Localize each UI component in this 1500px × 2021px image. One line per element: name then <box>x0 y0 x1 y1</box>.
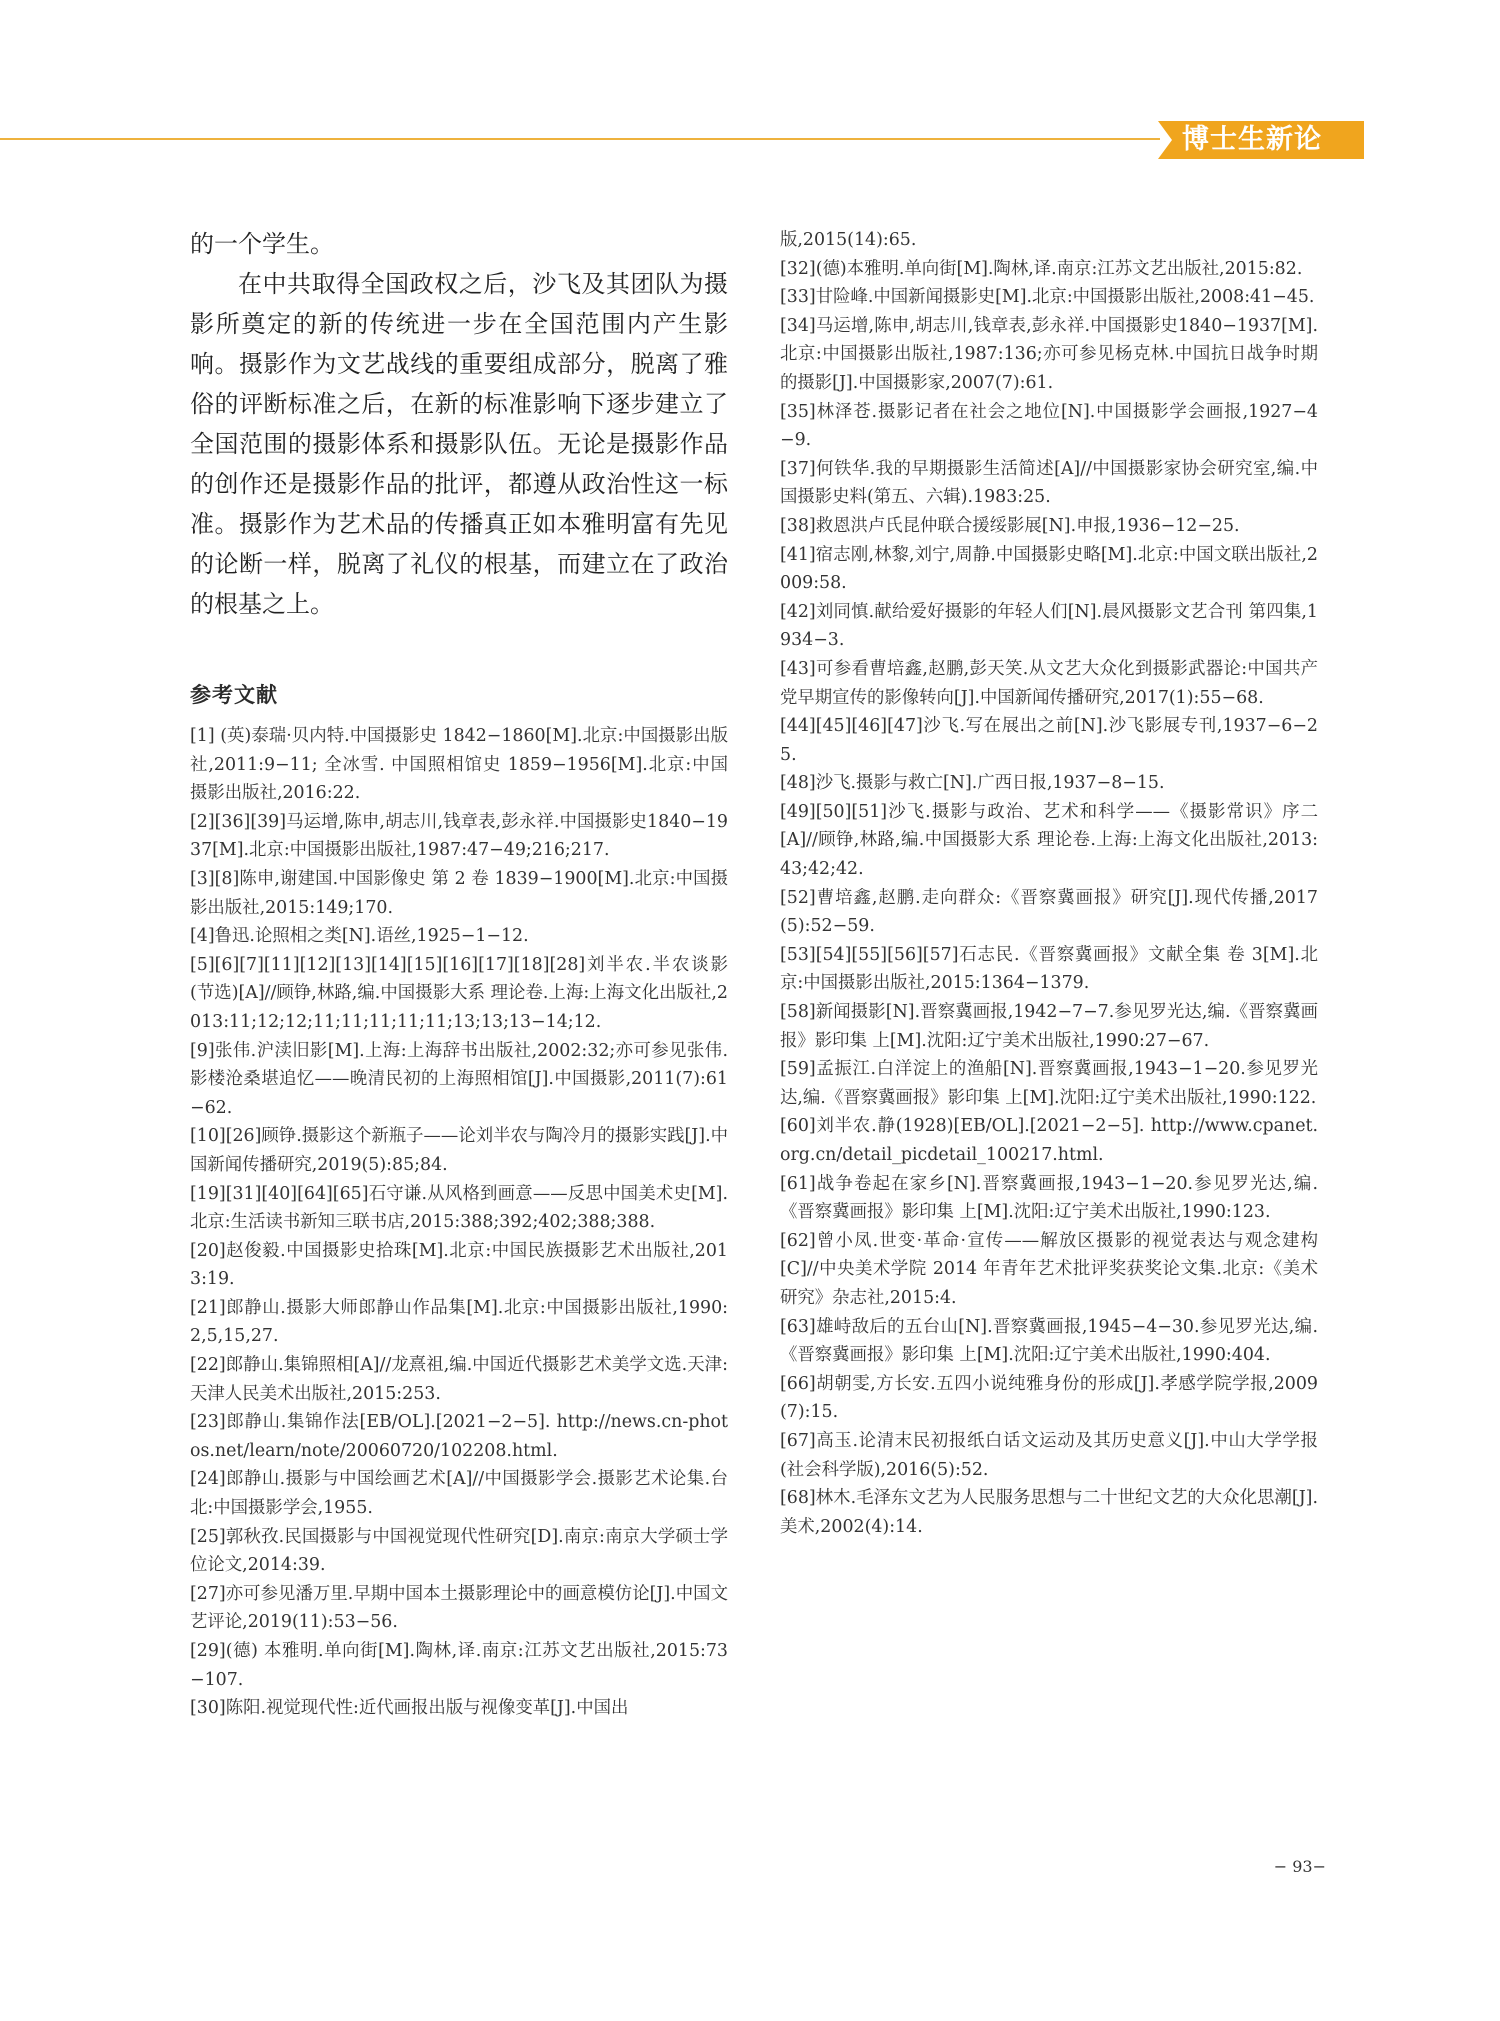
reference-item: [19][31][40][64][65]石守谦.从风格到画意——反思中国美术史[M].北京:生活读书新知三联书店,2015:388;392;402;388;388. <box>190 1183 728 1233</box>
reference-item: [27]亦可参见潘万里.早期中国本土摄影理论中的画意模仿论[J].中国文艺评论,2019(11):53−56. <box>190 1583 728 1633</box>
reference-item: [24]郎静山.摄影与中国绘画艺术[A]//中国摄影学会.摄影艺术论集.台北:中国摄影学会,1955. <box>190 1469 728 1519</box>
reference-item: 版,2015(14):65. <box>780 230 917 250</box>
reference-item: [66]胡朝雯,方长安.五四小说纯雅身份的形成[J].孝感学院学报,2009(7):15. <box>780 1373 1318 1423</box>
reference-list-right <box>780 226 1318 1541</box>
reference-item: [5][6][7][11][12][13][14][15][16][17][18][28]刘半农.半农谈影(节选)[A]//顾铮,林路,编.中国摄影大系 理论卷.上海:上海文化出版社,2013:11;12;12;11;11;11;11;11;13;13;13−14;12. <box>190 954 728 1032</box>
header-rule <box>0 138 1160 140</box>
reference-item: [61]战争卷起在家乡[N].晋察冀画报,1943−1−20.参见罗光达,编.《晋察冀画报》影印集 上[M].沈阳:辽宁美术出版社,1990:123. <box>780 1173 1318 1223</box>
right-column <box>780 226 1318 1541</box>
reference-item: [48]沙飞.摄影与救亡[N].广西日报,1937−8−15. <box>780 773 1165 794</box>
reference-item: [67]高玉.论清末民初报纸白话文运动及其历史意义[J].中山大学学报(社会科学版),2016(5):52. <box>780 1430 1318 1480</box>
reference-item: [37]何铁华.我的早期摄影生活简述[A]//中国摄影家协会研究室,编.中国摄影史料(第五、六辑).1983:25. <box>780 458 1318 508</box>
reference-item: [22]郎静山.集锦照相[A]//龙熹祖,编.中国近代摄影艺术美学文选.天津:天津人民美术出版社,2015:253. <box>190 1355 728 1404</box>
reference-item: [20]赵俊毅.中国摄影史拾珠[M].北京:中国民族摄影艺术出版社,2013:19. <box>190 1240 728 1290</box>
reference-item: [59]孟振江.白洋淀上的渔船[N].晋察冀画报,1943−1−20.参见罗光达,编.《晋察冀画报》影印集 上[M].沈阳:辽宁美术出版社,1990:122. <box>780 1059 1318 1108</box>
reference-item: [21]郎静山.摄影大师郎静山作品集[M].北京:中国摄影出版社,1990:2,5,15,27. <box>190 1297 728 1347</box>
left-column <box>190 224 728 1723</box>
reference-item: [49][50][51]沙飞.摄影与政治、艺术和科学——《摄影常识》序二[A]//顾铮,林路,编.中国摄影大系 理论卷.上海:上海文化出版社,2013:43;42;42. <box>780 801 1318 880</box>
reference-item: [41]宿志刚,林黎,刘宁,周静.中国摄影史略[M].北京:中国文联出版社,2009:58. <box>780 544 1318 594</box>
reference-item: [33]甘险峰.中国新闻摄影史[M].北京:中国摄影出版社,2008:41−45. <box>780 287 1315 308</box>
references-heading: 参考文献 <box>190 683 278 707</box>
body-text <box>190 224 728 624</box>
reference-item: [44][45][46][47]沙飞.写在展出之前[N].沙飞影展专刊,1937−6−25. <box>780 716 1318 765</box>
reference-item: [52]曹培鑫,赵鹏.走向群众:《晋察冀画报》研究[J].现代传播,2017(5):52−59. <box>780 887 1318 937</box>
reference-item: [42]刘同慎.献给爱好摄影的年轻人们[N].晨风摄影文艺合刊 第四集,1934−3. <box>780 601 1318 651</box>
page-number: − 93− <box>1273 1857 1326 1876</box>
reference-item: [23]郎静山.集锦作法[EB/OL].[2021−2−5]. http://news.cn-photos.net/learn/note/20060720/102208.html. <box>190 1412 728 1461</box>
reference-item: [2][36][39]马运增,陈申,胡志川,钱章表,彭永祥.中国摄影史1840−1937[M].北京:中国摄影出版社,1987:47−49;216;217. <box>190 811 728 861</box>
reference-item: [62]曾小凤.世变·革命·宣传——解放区摄影的视觉表达与观念建构 [C]//中央美术学院 2014 年青年艺术批评奖获奖论文集.北京:《美术研究》杂志社,2015:4. <box>780 1230 1318 1308</box>
reference-item: [1] (英)泰瑞·贝内特.中国摄影史 1842−1860[M].北京:中国摄影出版社,2011:9−11; 全冰雪. 中国照相馆史 1859−1956[M].北京:中国摄影出版社,2016:22. <box>190 726 728 804</box>
reference-item: [29](德) 本雅明.单向街[M].陶林,译.南京:江苏文艺出版社,2015:73−107. <box>190 1641 728 1690</box>
reference-item: [53][54][55][56][57]石志民.《晋察冀画报》文献全集 卷 3[M].北京:中国摄影出版社,2015:1364−1379. <box>780 944 1318 994</box>
body-paragraph: 在中共取得全国政权之后，沙飞及其团队为摄影所奠定的新的传统进一步在全国范围内产生影响。摄影作为文艺战线的重要组成部分，脱离了雅俗的评断标准之后，在新的标准影响下逐步建立了全国范围的摄影体系和摄影队伍。无论是摄影作品的创作还是摄影作品的批评，都遵从政治性这一标准。摄影作为艺术品的传播真正如本雅明富有先见的论断一样，脱离了礼仪的根基，而建立在了政治的根基之上。 <box>190 270 728 618</box>
reference-item: [10][26]顾铮.摄影这个新瓶子——论刘半农与陶冷月的摄影实践[J].中国新闻传播研究,2019(5):85;84. <box>190 1126 728 1175</box>
section-title: 博士生新论 <box>1182 124 1322 155</box>
reference-item: [34]马运增,陈申,胡志川,钱章表,彭永祥.中国摄影史1840−1937[M].北京:中国摄影出版社,1987:136;亦可参见杨克林.中国抗日战争时期的摄影[J].中国摄影家,2007(7):61. <box>780 315 1318 393</box>
reference-item: [68]林木.毛泽东文艺为人民服务思想与二十世纪文艺的大众化思潮[J].美术,2002(4):14. <box>780 1488 1318 1537</box>
reference-item: [58]新闻摄影[N].晋察冀画报,1942−7−7.参见罗光达,编.《晋察冀画报》影印集 上[M].沈阳:辽宁美术出版社,1990:27−67. <box>780 1002 1318 1051</box>
reference-item: [9]张伟.沪渎旧影[M].上海:上海辞书出版社,2002:32;亦可参见张伟.影楼沧桑堪追忆——晚清民初的上海照相馆[J].中国摄影,2011(7):61−62. <box>190 1040 728 1118</box>
reference-item: [25]郭秋孜.民国摄影与中国视觉现代性研究[D].南京:南京大学硕士学位论文,2014:39. <box>190 1526 728 1576</box>
reference-item: [63]雄峙敌后的五台山[N].晋察冀画报,1945−4−30.参见罗光达,编.《晋察冀画报》影印集 上[M].沈阳:辽宁美术出版社,1990:404. <box>780 1316 1318 1366</box>
reference-item: [35]林泽苍.摄影记者在社会之地位[N].中国摄影学会画报,1927−4−9. <box>780 401 1318 451</box>
reference-item: [32](德)本雅明.单向街[M].陶林,译.南京:江苏文艺出版社,2015:82. <box>780 258 1303 279</box>
reference-item: [60]刘半农.静(1928)[EB/OL].[2021−2−5]. http://www.cpanet.org.cn/detail_picdetail_100217.html. <box>780 1116 1318 1165</box>
reference-item: [4]鲁迅.论照相之类[N].语丝,1925−1−12. <box>190 926 529 947</box>
reference-item: [30]陈阳.视觉现代性:近代画报出版与视像变革[J].中国出 <box>190 1698 629 1719</box>
body-paragraph: 的一个学生。 <box>190 230 334 258</box>
reference-list-left <box>190 722 728 1723</box>
reference-item: [38]救恩洪卢氏昆仲联合援绥影展[N].申报,1936−12−25. <box>780 515 1240 536</box>
reference-item: [43]可参看曹培鑫,赵鹏,彭天笑.从文艺大众化到摄影武器论:中国共产党早期宣传的影像转向[J].中国新闻传播研究,2017(1):55−68. <box>780 658 1318 708</box>
reference-item: [3][8]陈申,谢建国.中国影像史 第 2 卷 1839−1900[M].北京:中国摄影出版社,2015:149;170. <box>190 868 728 918</box>
